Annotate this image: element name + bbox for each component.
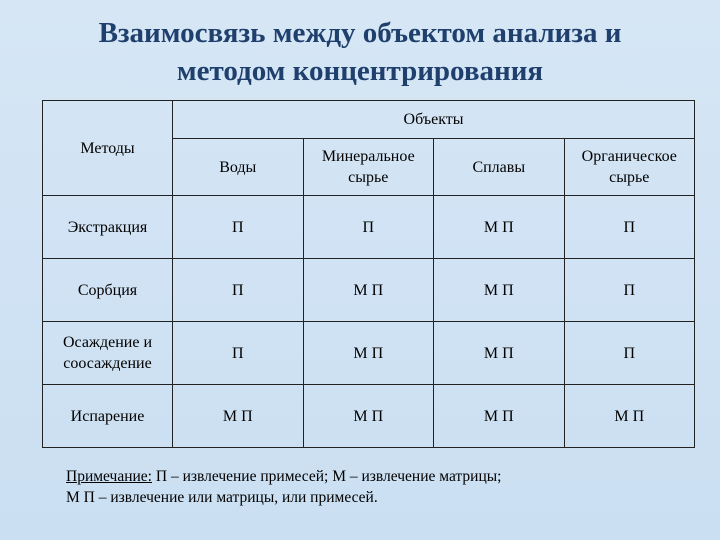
table-cell: П xyxy=(564,259,695,322)
table-note xyxy=(66,466,686,508)
table-cell: М П xyxy=(434,196,565,259)
objects-header: Объекты xyxy=(173,101,695,139)
method-name-cell: Испарение xyxy=(43,385,173,448)
table-row xyxy=(43,322,695,385)
slide-title-line-2: методом концентрирования xyxy=(176,55,544,87)
slide-title xyxy=(0,14,720,90)
methods-objects-table xyxy=(42,100,695,448)
note-label: Примечание: xyxy=(66,468,152,485)
method-name-cell: Экстракция xyxy=(43,196,173,259)
table-cell: М П xyxy=(434,259,565,322)
table-cell: М П xyxy=(434,385,565,448)
table-cell: М П xyxy=(303,322,434,385)
table-row xyxy=(43,385,695,448)
note-text-1: П – извлечение примесей; М – извлечение матрицы; xyxy=(152,468,502,485)
table-cell: М П xyxy=(564,385,695,448)
note-line-2: М П – извлечение или матрицы, или примесей. xyxy=(66,489,378,506)
note-line-1 xyxy=(66,466,686,487)
table-cell: М П xyxy=(434,322,565,385)
methods-header: Методы xyxy=(43,101,173,196)
table-cell: П xyxy=(303,196,434,259)
column-header-alloys: Сплавы xyxy=(434,139,565,196)
column-header-water: Воды xyxy=(173,139,304,196)
table-row xyxy=(43,259,695,322)
column-header-organic-raw: Органическое сырье xyxy=(564,139,695,196)
table-cell: П xyxy=(173,196,304,259)
method-name-cell: Осаждение и соосаждение xyxy=(43,322,173,385)
table-cell: П xyxy=(173,322,304,385)
table-cell: М П xyxy=(303,385,434,448)
table-cell: П xyxy=(564,196,695,259)
column-header-mineral-raw: Минеральное сырье xyxy=(303,139,434,196)
method-name-cell: Сорбция xyxy=(43,259,173,322)
table-cell: П xyxy=(173,259,304,322)
table-row xyxy=(43,196,695,259)
table-cell: М П xyxy=(173,385,304,448)
slide-title-line-1: Взаимосвязь между объектом анализа и xyxy=(98,17,622,49)
table-cell: П xyxy=(564,322,695,385)
header-row-objects xyxy=(43,101,695,139)
table-cell: М П xyxy=(303,259,434,322)
